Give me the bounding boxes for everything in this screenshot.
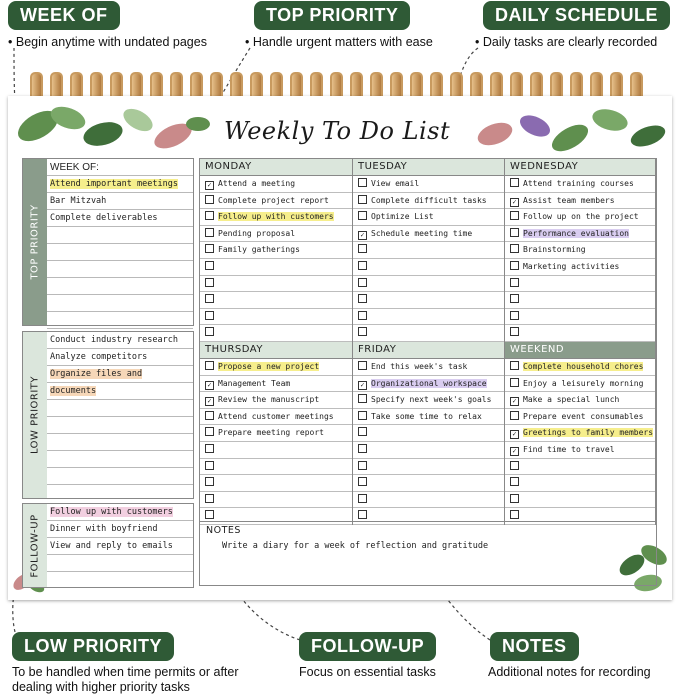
priority-line[interactable] [47,400,193,417]
priority-line[interactable] [47,193,193,210]
task-checkbox[interactable] [510,510,519,519]
task-text: Attend customer meetings [218,411,334,421]
day-column-monday [200,159,353,342]
task-checkbox[interactable] [205,278,214,287]
task-checkbox[interactable] [205,444,214,453]
task-checkbox[interactable] [510,244,519,253]
day-header-weekend: WEEKEND [505,342,655,359]
task-checkbox[interactable]: ✓ [205,381,214,390]
task-row[interactable] [353,459,504,476]
task-row[interactable] [200,475,352,492]
priority-line[interactable] [47,521,193,538]
task-checkbox[interactable] [358,394,367,403]
task-checkbox[interactable] [205,244,214,253]
task-row[interactable] [200,459,352,476]
task-text: Marketing activities [523,261,620,271]
task-text: Organizational workspace [371,378,487,388]
task-row[interactable] [505,425,655,442]
task-row[interactable] [353,392,504,409]
task-text: Make a special lunch [523,395,620,405]
task-checkbox[interactable] [205,261,214,270]
day-column-weekend [505,342,656,525]
task-checkbox[interactable] [510,494,519,503]
daily-schedule-badge: DAILY SCHEDULE [483,1,670,30]
task-row[interactable] [200,292,352,309]
task-row[interactable] [505,242,655,259]
week-of-field[interactable]: WEEK OF: [47,159,193,176]
task-row[interactable] [200,193,352,210]
task-checkbox[interactable] [358,195,367,204]
task-checkbox[interactable] [205,461,214,470]
task-row[interactable] [200,508,352,525]
task-checkbox[interactable] [510,261,519,270]
task-checkbox[interactable] [205,294,214,303]
task-row[interactable] [505,392,655,409]
task-row[interactable] [505,193,655,210]
task-checkbox[interactable] [205,510,214,519]
task-row[interactable] [353,259,504,276]
task-row[interactable] [505,209,655,226]
task-text: Review the manuscript [218,395,320,405]
task-text: Find time to travel [523,444,615,454]
task-checkbox[interactable] [358,178,367,187]
follow-up-caption: Focus on essential tasks [299,665,436,679]
task-checkbox[interactable] [358,211,367,220]
priority-item-text: Attend important meetings [50,179,178,189]
low-priority-caption-2: dealing with higher priority tasks [12,680,190,694]
week-of-badge: WEEK OF [8,1,120,30]
low-priority-badge: LOW PRIORITY [12,632,174,661]
priority-line[interactable] [47,227,193,244]
task-row[interactable] [200,309,352,326]
task-row[interactable] [200,325,352,342]
follow-up-section [22,503,194,588]
task-row[interactable] [200,226,352,243]
task-text: Attend training courses [523,179,634,188]
task-text: Enjoy a leisurely morning [523,378,644,388]
follow-up-badge: FOLLOW-UP [299,632,436,661]
task-text: Performance evaluation [523,228,629,238]
task-checkbox[interactable] [205,477,214,486]
priority-line[interactable] [47,555,193,572]
task-text: Management Team [218,378,291,388]
task-checkbox[interactable] [510,178,519,187]
task-checkbox[interactable] [205,211,214,220]
priority-line[interactable] [47,332,193,349]
task-checkbox[interactable]: ✓ [358,381,367,390]
priority-line[interactable] [47,244,193,261]
priority-line[interactable] [47,366,193,396]
priority-item-text: Analyze competitors [50,352,148,362]
task-row[interactable] [200,492,352,509]
task-row[interactable] [505,325,655,342]
task-checkbox[interactable] [358,411,367,420]
daily-schedule-grid [199,158,657,586]
task-row[interactable] [200,259,352,276]
follow-up-side-label: FOLLOW-UP [23,504,47,587]
task-text: Complete household chores [523,362,644,371]
low-priority-caption-1: To be handled when time permits or after [12,665,239,679]
task-text: Brainstorming [523,245,586,255]
task-row[interactable] [200,425,352,442]
planner-title: Weekly To Do List [224,117,451,145]
notes-caption: Additional notes for recording [488,665,651,679]
priority-item-text: Conduct industry research [50,335,178,345]
day-header-tuesday: TUESDAY [353,159,504,176]
priority-line[interactable] [47,451,193,468]
task-text: Prepare meeting report [218,428,324,438]
task-row[interactable] [353,209,504,226]
task-checkbox[interactable] [358,327,367,336]
task-checkbox[interactable] [205,311,214,320]
day-column-thursday [200,342,353,525]
task-text: Follow up on the project [523,212,639,222]
task-row[interactable] [353,376,504,393]
task-text: Pending proposal [218,228,296,238]
priority-item-text: View and reply to emails [50,541,173,551]
task-text: Propose a new project [218,362,320,371]
priority-item-text: Bar Mitzvah [50,196,107,206]
task-checkbox[interactable] [358,361,367,370]
priority-line[interactable] [47,468,193,485]
day-column-tuesday [353,159,505,342]
task-checkbox[interactable] [358,427,367,436]
top-priority-section [22,158,194,326]
day-header-friday: FRIDAY [353,342,504,359]
task-checkbox[interactable] [358,444,367,453]
task-checkbox[interactable] [510,211,519,220]
task-text: Complete project report [218,195,329,205]
task-checkbox[interactable] [205,195,214,204]
task-checkbox[interactable] [205,411,214,420]
task-row[interactable] [353,242,504,259]
priority-line[interactable] [47,538,193,555]
task-row[interactable] [353,442,504,459]
task-checkbox[interactable] [510,278,519,287]
priority-item-text: Complete deliverables [50,213,158,223]
task-checkbox[interactable] [205,327,214,336]
task-checkbox[interactable] [510,461,519,470]
task-row[interactable] [505,442,655,459]
leaf-decoration-right-icon [470,96,672,158]
task-row[interactable] [200,276,352,293]
task-checkbox[interactable]: ✓ [510,397,519,406]
day-header-wednesday: WEDNESDAY [505,159,655,176]
task-checkbox[interactable] [510,228,519,237]
task-row[interactable] [200,176,352,193]
task-checkbox[interactable] [358,294,367,303]
priority-line[interactable] [47,312,193,329]
task-checkbox[interactable]: ✓ [358,231,367,240]
task-row[interactable] [200,242,352,259]
task-row[interactable] [505,176,655,193]
top-priority-caption: • Handle urgent matters with ease [245,35,433,49]
task-text: Specify next week's goals [371,395,492,405]
task-text: Schedule meeting time [371,228,473,238]
task-row[interactable] [505,292,655,309]
task-checkbox[interactable] [205,427,214,436]
notes-text: Write a diary for a week of reflection and gratitude [222,541,489,551]
task-checkbox[interactable] [510,327,519,336]
task-row[interactable] [353,226,504,243]
task-checkbox[interactable] [358,261,367,270]
task-row[interactable] [353,409,504,426]
top-priority-side-label: TOP PRIORITY [23,159,47,325]
task-row[interactable] [505,492,655,509]
priority-line[interactable] [47,278,193,295]
task-row[interactable] [505,459,655,476]
priority-line[interactable] [47,176,193,193]
task-row[interactable] [200,376,352,393]
task-checkbox[interactable]: ✓ [205,181,214,190]
low-priority-section [22,331,194,499]
top-priority-badge: TOP PRIORITY [254,1,410,30]
task-checkbox[interactable]: ✓ [510,198,519,207]
task-row[interactable] [200,409,352,426]
task-checkbox[interactable]: ✓ [510,430,519,439]
priority-line[interactable] [47,417,193,434]
priority-line[interactable] [47,349,193,366]
task-text: Assist team members [523,195,615,205]
task-checkbox[interactable] [358,477,367,486]
task-row[interactable] [200,209,352,226]
task-checkbox[interactable]: ✓ [205,397,214,406]
task-row[interactable] [200,392,352,409]
priority-line[interactable] [47,383,193,400]
task-text: Optimize List [371,212,434,222]
daily-schedule-caption: • Daily tasks are clearly recorded [475,35,658,49]
task-row[interactable] [505,409,655,426]
notes-section[interactable] [200,521,656,585]
day-column-wednesday [505,159,656,342]
task-row[interactable] [505,309,655,326]
task-row[interactable] [353,292,504,309]
day-header-thursday: THURSDAY [200,342,352,359]
task-checkbox[interactable] [358,461,367,470]
task-row[interactable] [353,359,504,376]
week-of-caption: • Begin anytime with undated pages [8,35,207,49]
task-text: Follow up with customers [218,212,334,222]
task-row[interactable] [353,309,504,326]
task-row[interactable] [505,376,655,393]
task-checkbox[interactable] [510,294,519,303]
task-text: Complete difficult tasks [371,195,487,205]
priority-line[interactable] [47,504,193,521]
leaf-decoration-left-icon [8,96,213,158]
task-row[interactable] [353,508,504,525]
task-checkbox[interactable] [205,228,214,237]
task-checkbox[interactable]: ✓ [510,447,519,456]
task-text: View email [371,179,420,188]
task-row[interactable] [200,442,352,459]
task-text: Prepare event consumables [523,411,644,421]
notes-badge: NOTES [490,632,579,661]
task-checkbox[interactable] [358,494,367,503]
task-checkbox[interactable] [510,311,519,320]
task-row[interactable] [353,193,504,210]
task-row[interactable] [505,259,655,276]
task-checkbox[interactable] [358,278,367,287]
task-row[interactable] [353,425,504,442]
task-row[interactable] [505,359,655,376]
task-row[interactable] [353,325,504,342]
task-text: Attend a meeting [218,179,296,188]
task-text: End this week's task [371,362,468,371]
task-checkbox[interactable] [358,244,367,253]
task-row[interactable] [505,226,655,243]
task-checkbox[interactable] [205,361,214,370]
task-checkbox[interactable] [358,311,367,320]
task-checkbox[interactable] [510,411,519,420]
task-row[interactable] [353,276,504,293]
priority-line[interactable] [47,210,193,227]
priority-item-text: Dinner with boyfriend [50,524,158,534]
task-text: Take some time to relax [371,411,482,421]
task-checkbox[interactable] [510,361,519,370]
task-checkbox[interactable] [510,378,519,387]
task-row[interactable] [353,475,504,492]
day-header-monday: MONDAY [200,159,352,176]
task-row[interactable] [353,176,504,193]
task-checkbox[interactable] [510,477,519,486]
task-row[interactable] [505,508,655,525]
priority-item-text: Organize files and documents [50,369,143,396]
task-row[interactable] [200,359,352,376]
task-row[interactable] [353,492,504,509]
priority-line[interactable] [47,434,193,451]
task-row[interactable] [505,475,655,492]
task-checkbox[interactable] [358,510,367,519]
task-row[interactable] [505,276,655,293]
priority-line[interactable] [47,261,193,278]
task-text: Family gatherings [218,245,300,255]
task-text: Greetings to family members [523,428,654,438]
low-priority-side-label: LOW PRIORITY [23,332,47,498]
priority-item-text: Follow up with customers [50,507,173,517]
notes-label: NOTES [206,525,241,536]
task-checkbox[interactable] [205,494,214,503]
day-column-friday [353,342,505,525]
priority-line[interactable] [47,295,193,312]
